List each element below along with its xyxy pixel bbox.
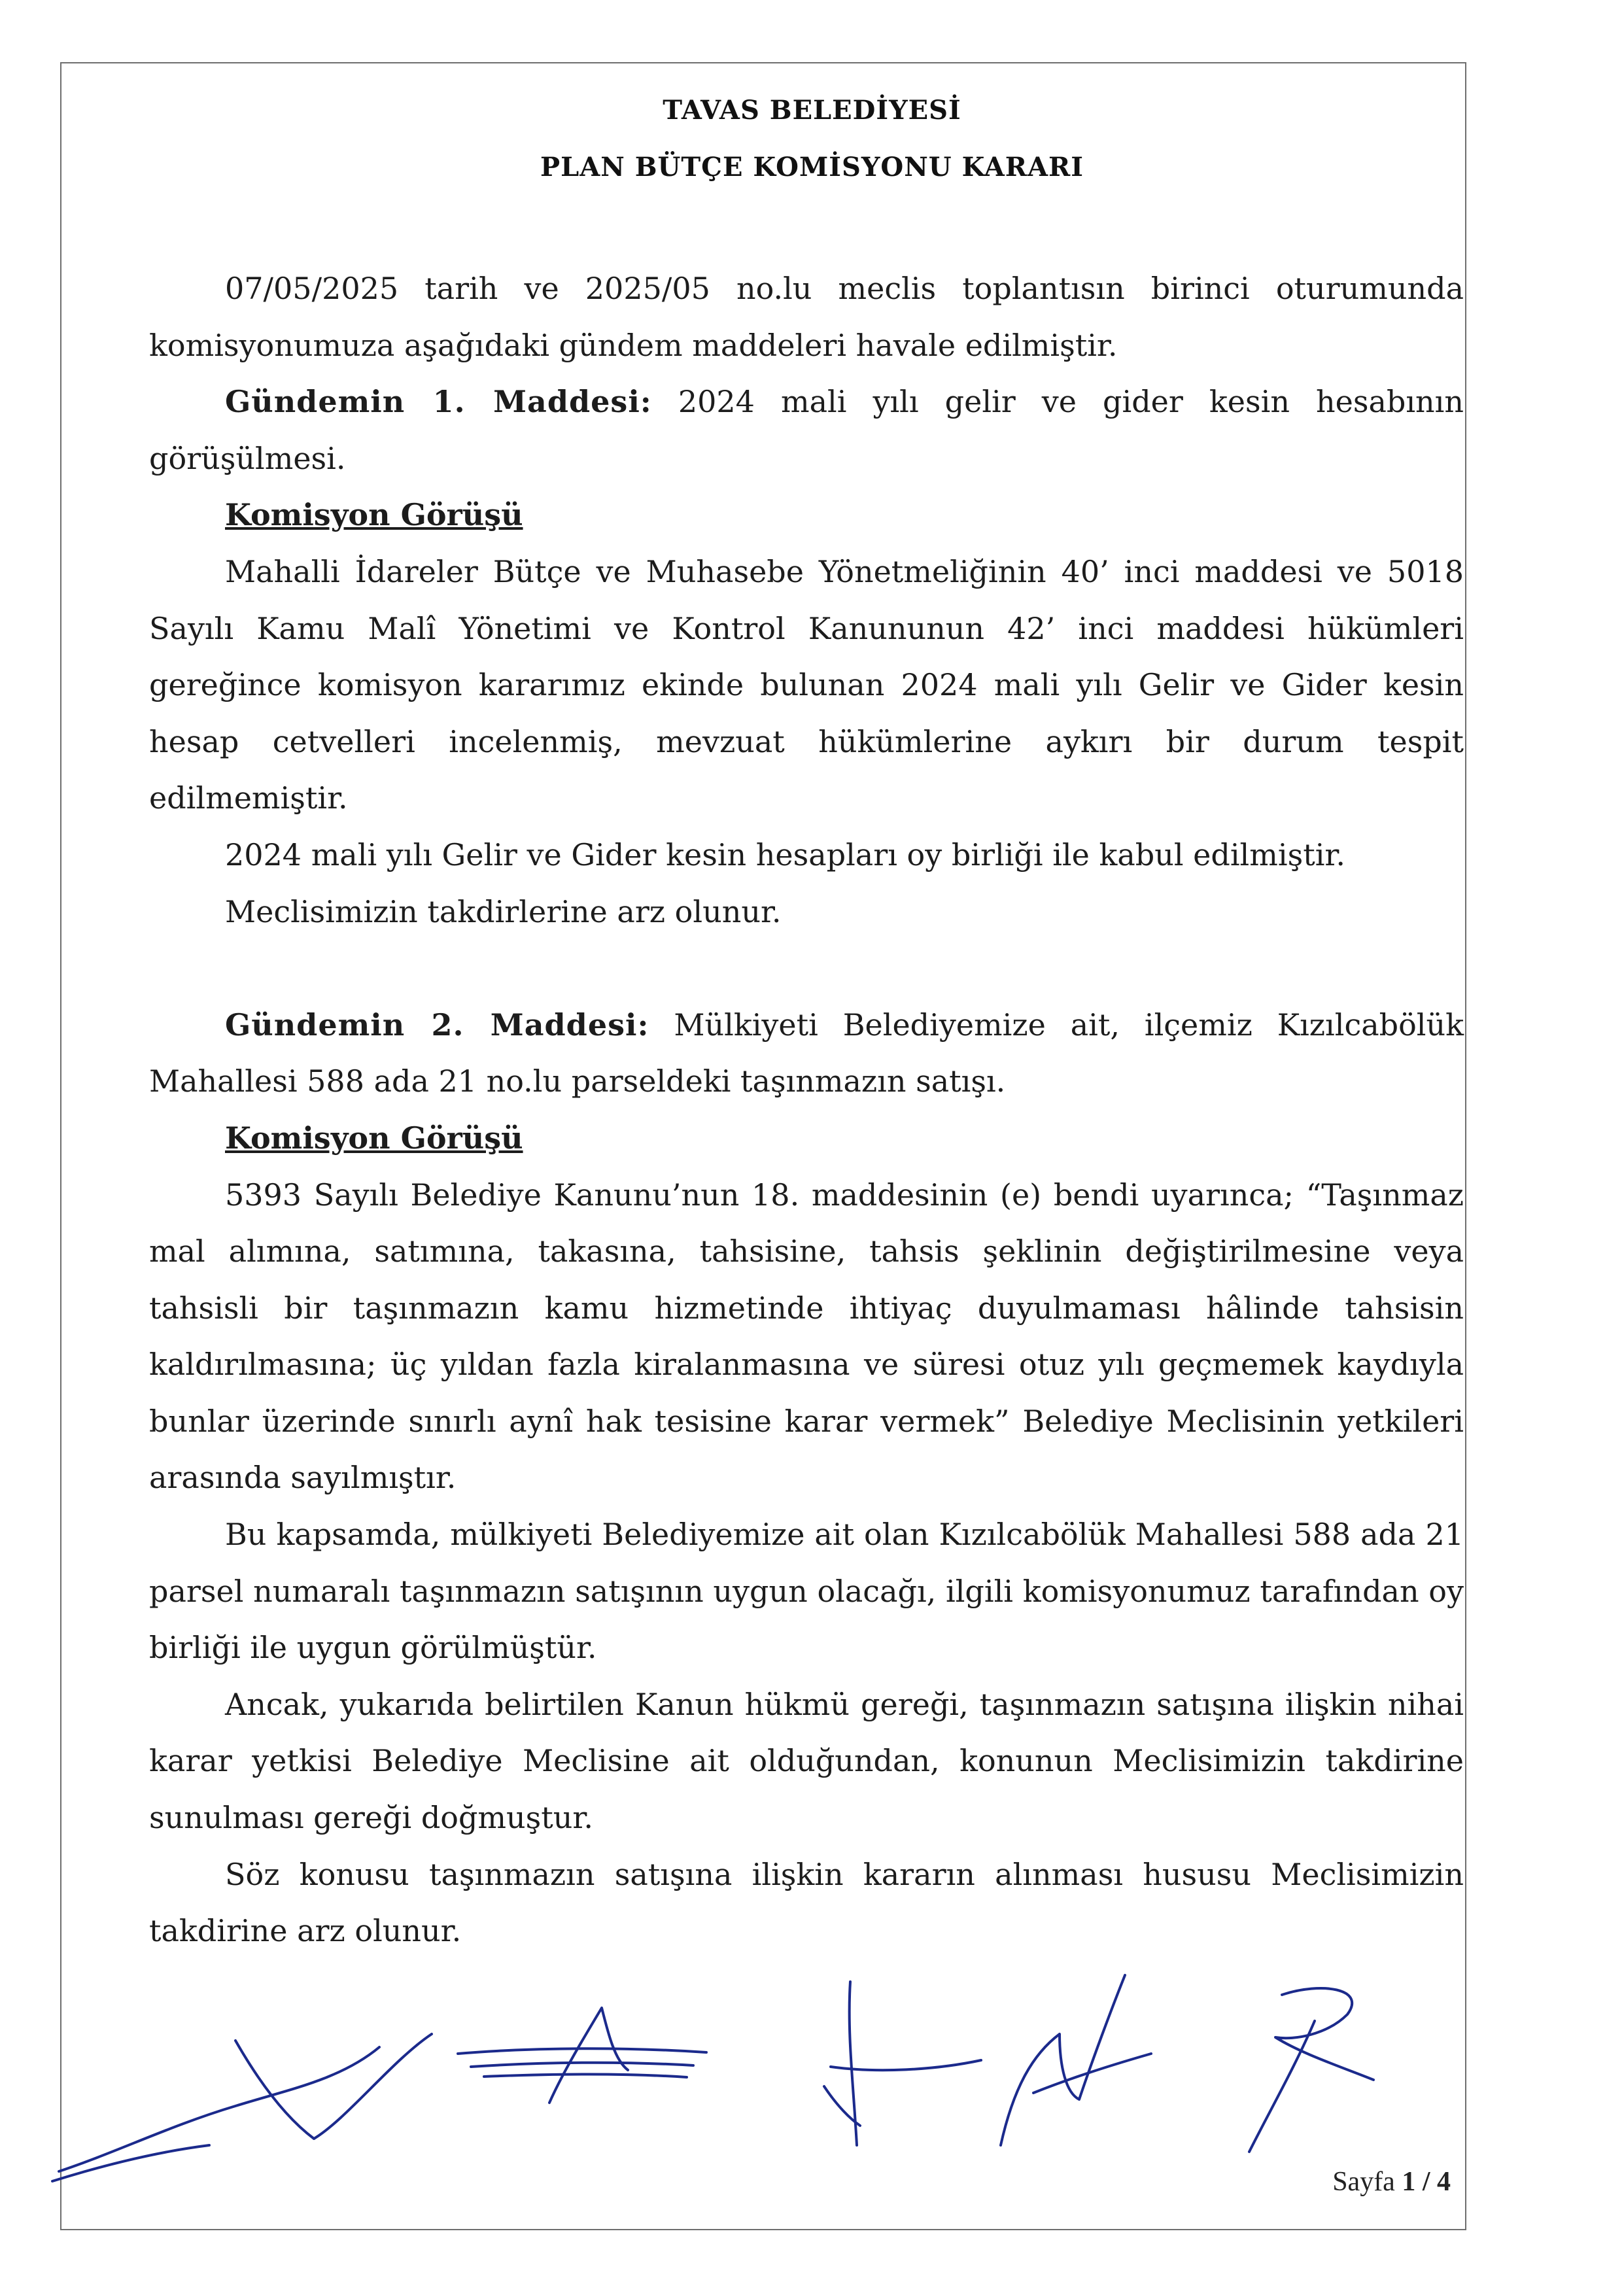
opinion-heading-2: Komisyon Görüşü — [225, 1120, 523, 1156]
agenda-item-1-opinion-heading — [149, 487, 1464, 544]
document-body — [149, 260, 1464, 1959]
agenda-item-1-label: Gündemin 1. Maddesi: — [225, 384, 652, 420]
signature-5 — [1249, 1988, 1373, 2152]
agenda-item-1-paragraph: 2024 mali yılı Gelir ve Gider kesin hesapları oy birliği ile kabul edilmiştir. — [225, 837, 1345, 872]
agenda-item-1-paragraph: Mahalli İdareler Bütçe ve Muhasebe Yönetmeliğinin 40’ inci maddesi ve 5018 Sayılı Kamu Malî Yönetimi ve Kontrol Kanununun 42’ inci maddesi hükümleri gereğince komisyon kararımız ekinde bulunan 2024 mali yılı Gelir ve Gider kesin hesap cetvelleri incelenmiş, mevzuat hükümlerine aykırı bir durum tespit edilmemiştir. — [149, 553, 1464, 816]
agenda-item-2-text: Mülkiyeti Belediyemize ait, ilçemiz Kızılcabölük Mahallesi 588 ada 21 no.lu parseldeki taşınmazın satışı. — [149, 1007, 1464, 1099]
page-label: Sayfa — [1332, 2167, 1395, 2197]
signature-2 — [458, 2008, 706, 2103]
opinion-heading-1: Komisyon Görüşü — [225, 497, 523, 533]
agenda-item-2-paragraph: Söz konusu taşınmazın satışına ilişkin kararın alınması hususu Meclisimizin takdirine arz olunur. — [149, 1856, 1464, 1949]
signature-3 — [824, 1982, 981, 2145]
agenda-item-2-paragraph: Bu kapsamda, mülkiyeti Belediyemize ait olan Kızılcabölük Mahallesi 588 ada 21 parsel numaralı taşınmazın satışının uygun olacağı, ilgili komisyonumuz tarafından oy birliği ile uygun görülmüştür. — [149, 1517, 1464, 1666]
page-total: 4 — [1437, 2167, 1451, 2197]
page-number — [1332, 2166, 1451, 2198]
page-current: 1 — [1402, 2167, 1416, 2197]
agenda-item-1-text: 2024 mali yılı gelir ve gider kesin hesabının görüşülmesi. — [149, 384, 1464, 476]
signature-1 — [52, 2034, 432, 2181]
signatures — [39, 1956, 1445, 2217]
agenda-item-1 — [149, 373, 1464, 487]
page-separator: / — [1422, 2167, 1430, 2197]
agenda-item-2 — [149, 997, 1464, 1110]
document-subtitle: PLAN BÜTÇE KOMİSYONU KARARI — [540, 152, 1084, 182]
agenda-item-2-paragraph: Ancak, yukarıda belirtilen Kanun hükmü gereği, taşınmazın satışına ilişkin nihai karar yetkisi Belediye Meclisine ait olduğundan, konunun Meclisimizin takdirine sunulması gereği doğmuştur. — [149, 1686, 1464, 1836]
intro-paragraph: 07/05/2025 tarih ve 2025/05 no.lu meclis toplantısın birinci oturumunda komisyonumuza aşağıdaki gündem maddeleri havale edilmiştir. — [149, 271, 1464, 363]
agenda-item-2-label: Gündemin 2. Maddesi: — [225, 1007, 649, 1043]
signature-4 — [1001, 1975, 1151, 2145]
agenda-item-2-paragraph: 5393 Sayılı Belediye Kanunu’nun 18. maddesinin (e) bendi uyarınca; “Taşınmaz mal alımına, satımına, takasına, tahsisine, tahsis şeklinin değiştirilmesine veya tahsisli bir taşınmazın kamu hizmetinde ihtiyaç duyulmaması hâlinde tahsisin kaldırılmasına; üç yıldan fazla kiralanmasına ve süresi otuz yılı geçmemek kaydıyla bunlar üzerinde sınırlı aynî hak tesisine karar vermek” Belediye Meclisinin yetkileri arasında sayılmıştır. — [149, 1177, 1464, 1496]
agenda-item-2-opinion-heading — [149, 1110, 1464, 1167]
agenda-item-1-paragraph: Meclisimizin takdirlerine arz olunur. — [225, 893, 782, 929]
document-title: TAVAS BELEDİYESİ — [663, 95, 961, 126]
